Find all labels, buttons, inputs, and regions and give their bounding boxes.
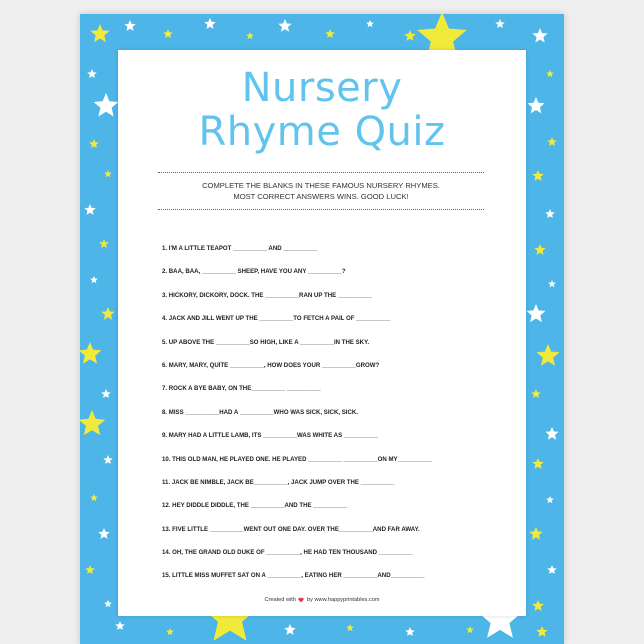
star-icon — [80, 342, 101, 364]
question-list — [162, 244, 502, 595]
star-icon — [532, 28, 547, 43]
question-4: 4. JACK AND JILL WENT UP THE __________TO FETCH A PAIL OF __________ — [162, 315, 391, 323]
star-icon — [466, 626, 474, 633]
star-icon — [536, 626, 547, 637]
star-icon — [546, 496, 554, 503]
footer-credit — [80, 597, 564, 603]
star-icon — [532, 458, 543, 469]
star-icon — [80, 410, 105, 435]
question-13: 13. FIVE LITTLE __________WENT OUT ONE DAY. OVER THE__________AND FAR AWAY. — [162, 525, 420, 533]
star-icon — [545, 427, 558, 440]
instructions-line-2: MOST CORRECT ANSWERS WINS. GOOD LUCK! — [233, 192, 409, 201]
question-12: 12. HEY DIDDLE DIDDLE, THE __________AND THE __________ — [162, 502, 348, 510]
question-3: 3. HICKORY, DICKORY, DOCK. THE __________RAN UP THE __________ — [162, 291, 372, 299]
star-icon — [87, 69, 97, 78]
star-icon — [99, 239, 109, 248]
star-icon — [115, 621, 125, 630]
instructions — [158, 180, 484, 202]
star-icon — [495, 19, 505, 28]
star-icon — [546, 70, 554, 77]
star-icon — [531, 389, 541, 398]
star-icon — [547, 565, 557, 574]
star-icon — [204, 18, 215, 29]
star-icon — [90, 276, 98, 283]
star-icon — [103, 455, 113, 464]
star-icon — [246, 32, 254, 39]
star-icon — [98, 528, 109, 539]
star-icon — [84, 204, 95, 215]
star-icon — [527, 304, 546, 322]
question-1: 1. I'M A LITTLE TEAPOT __________ AND __________ — [162, 245, 318, 252]
star-icon — [346, 624, 354, 631]
star-icon — [366, 20, 374, 27]
footer-created-with: Created with — [264, 597, 296, 603]
footer-website: by www.happyprintables.com — [307, 597, 380, 603]
star-icon — [534, 244, 545, 255]
star-icon — [163, 29, 173, 38]
star-icon — [545, 209, 555, 218]
star-icon — [405, 627, 415, 636]
question-5: 5. UP ABOVE THE __________SO HIGH, LIKE A __________IN THE SKY. — [162, 338, 370, 346]
question-10: 10. THIS OLD MAN, HE PLAYED ONE. HE PLAYED __________ __________ON MY__________ — [162, 455, 432, 463]
question-14: 14. OH, THE GRAND OLD DUKE OF __________, HE HAD TEN THOUSAND __________ — [162, 549, 413, 557]
star-icon — [284, 624, 295, 635]
instructions-line-1: COMPLETE THE BLANKS IN THESE FAMOUS NURSERY RHYMES. — [202, 181, 440, 190]
star-icon — [91, 24, 110, 42]
star-icon — [101, 389, 111, 398]
star-icon — [90, 494, 98, 501]
quiz-panel — [118, 50, 526, 616]
star-icon — [537, 344, 560, 366]
title-line-1: Nursery — [241, 65, 403, 111]
question-6: 6. MARY, MARY, QUITE __________, HOW DOES YOUR __________GROW? — [162, 361, 380, 369]
star-icon — [547, 137, 557, 146]
divider-bottom — [158, 209, 484, 210]
question-9: 9. MARY HAD A LITTLE LAMB, ITS __________WAS WHITE AS __________ — [162, 432, 378, 440]
star-icon — [104, 170, 112, 177]
star-icon — [94, 93, 119, 117]
star-icon — [89, 139, 99, 148]
question-8: 8. MISS __________HAD A __________WHO WAS SICK, SICK, SICK. — [162, 408, 358, 416]
question-7: 7. ROCK A BYE BABY, ON THE__________ __________ — [162, 385, 321, 393]
star-icon — [527, 97, 544, 113]
star-icon — [101, 307, 114, 320]
question-11: 11. JACK BE NIMBLE, JACK BE__________, JACK JUMP OVER THE __________ — [162, 478, 395, 486]
star-icon — [85, 565, 95, 574]
star-icon — [404, 30, 415, 41]
star-icon — [124, 20, 135, 31]
divider-top — [158, 172, 484, 173]
title-line-2: Rhyme Quiz — [198, 109, 446, 155]
star-icon — [325, 29, 335, 38]
star-icon — [166, 628, 174, 635]
quiz-sheet — [80, 14, 564, 644]
star-icon — [548, 280, 556, 287]
question-15: 15. LITTLE MISS MUFFET SAT ON A __________, EATING HER __________AND__________ — [162, 572, 425, 580]
heart-icon — [298, 597, 304, 603]
question-2: 2. BAA, BAA, __________ SHEEP, HAVE YOU ANY __________? — [162, 268, 346, 276]
star-icon — [278, 19, 291, 32]
star-icon — [532, 170, 543, 181]
star-icon — [529, 527, 542, 540]
